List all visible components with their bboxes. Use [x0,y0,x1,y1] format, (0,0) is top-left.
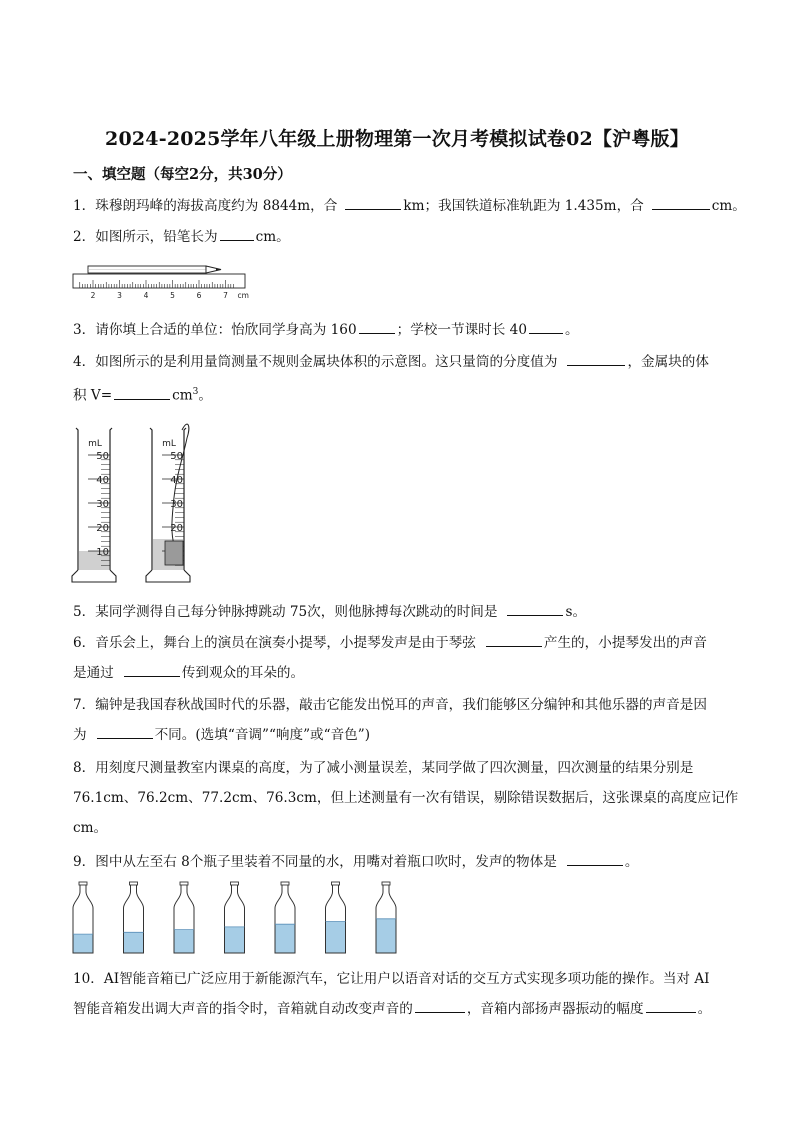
answer-blank[interactable] [345,195,401,210]
metal-block [165,541,183,565]
bottle [124,882,144,953]
cylinder-figure [70,418,200,588]
question-7: 7．编钟是我国春秋战国时代的乐器，敲击它能发出悦耳的声音，我们能够区分编钟和其他乐器的声音是因 [73,697,707,713]
question-9: 9．图中从左至右 8个瓶子里装着不同量的水，用嘴对着瓶口吹时，发声的物体是 。 [73,848,728,877]
question-6-cont: 是通过 传到观众的耳朵的。 [73,659,728,688]
question-6: 6．音乐会上，舞台上的演员在演奏小提琴，小提琴发声是由于琴弦 产生的，小提琴发出的声音 [73,629,728,658]
ruler-labels [91,291,249,300]
water [376,919,396,953]
cylinder-mark-label: 30 [170,499,183,510]
ruler-tick-label: 6 [196,291,202,300]
bottles-figure [70,880,400,956]
water [326,922,346,954]
pencil-icon [88,266,221,273]
water [225,927,245,953]
ruler-tick-label: 3 [117,291,122,300]
answer-blank[interactable] [97,724,153,739]
bottle [225,882,245,953]
water [174,930,194,953]
ruler-tick-label: 5 [170,291,175,300]
cylinder-mark-label: 20 [96,523,109,534]
water [73,934,93,953]
ruler-tick-label: 7 [223,291,228,300]
cylinder-mark-label: 40 [96,475,109,486]
cylinder-mark-label: 20 [170,523,183,534]
answer-blank[interactable] [652,195,710,210]
cylinder-mark-label: 10 [96,547,109,558]
section-heading: 一、填空题（每空2分，共30分） [73,166,292,183]
answer-blank[interactable] [415,998,465,1013]
answer-blank[interactable] [567,351,625,366]
answer-blank[interactable] [124,662,180,677]
question-2: 2．如图所示，铅笔长为 cm。 [73,223,728,252]
cylinder-unit-label: mL [162,439,176,449]
answer-blank[interactable] [220,226,254,241]
cylinder-mark-label: 50 [170,451,183,462]
question-10: 10．AI智能音箱已广泛应用于新能源汽车，它让用户以语音对话的交互方式实现多项功能的操作。当对 AI [73,971,710,987]
question-8: 8．用刻度尺测量教室内课桌的高度，为了减小测量误差，某同学做了四次测量，四次测量的结果分别是 [73,760,694,776]
question-5: 5．某同学测得自己每分钟脉搏跳动 75次，则他脉搏每次跳动的时间是 s。 [73,598,728,627]
question-7-cont: 为 不同。(选填“音调”“响度”或“音色”) [73,721,728,750]
cylinder-mark-label: 40 [170,475,183,486]
ruler-unit-label: cm [237,291,249,300]
cylinder-mark-label: 30 [96,499,109,510]
ruler-tick-label: 4 [143,291,149,300]
question-10-cont: 智能音箱发出调大声音的指令时，音箱就自动改变声音的 ，音箱内部扬声器振动的幅度 。 [73,995,728,1024]
answer-blank[interactable] [567,851,623,866]
cylinder-mark-label: 50 [96,451,109,462]
question-4-cont: 积 $V= cm^3$。 [73,378,728,411]
question-3: 3．请你填上合适的单位：怡欣同学身高为 160 ；学校一节课时长 40 。 [73,316,728,345]
bottle [326,882,346,953]
bottle [174,882,194,953]
answer-blank[interactable] [529,319,563,334]
answer-blank[interactable] [114,385,170,400]
water [124,932,144,953]
question-4: 4．如图所示的是利用量筒测量不规则金属块体积的示意图。这只量筒的分度值为 ，金属块的体 [73,348,728,377]
measuring-cylinder-before [72,428,116,582]
bottle [275,882,295,953]
ruler-figure [72,262,252,306]
water [275,924,295,953]
bottle [376,882,396,953]
ruler-tick-label: 2 [90,291,96,300]
answer-blank[interactable] [486,632,542,647]
cylinder-unit-label: mL [88,439,102,449]
question-1: 1．珠穆朗玛峰的海拔高度约为 8844m，合 km；我国铁道标准轨距为 1.435m，合 cm。 [73,192,728,221]
answer-blank[interactable] [646,998,696,1013]
answer-blank[interactable] [507,601,563,616]
question-8-end: cm。 [73,820,108,836]
page-title: 2024-2025学年八年级上册物理第一次月考模拟试卷02【沪粤版】 [105,128,689,150]
question-8-cont: 76.1cm、76.2cm、77.2cm、76.3cm，但上述测量有一次有错误，剔除错误数据后，这张课桌的高度应记作 [73,790,739,806]
answer-blank[interactable] [359,319,395,334]
bottle [73,882,93,953]
